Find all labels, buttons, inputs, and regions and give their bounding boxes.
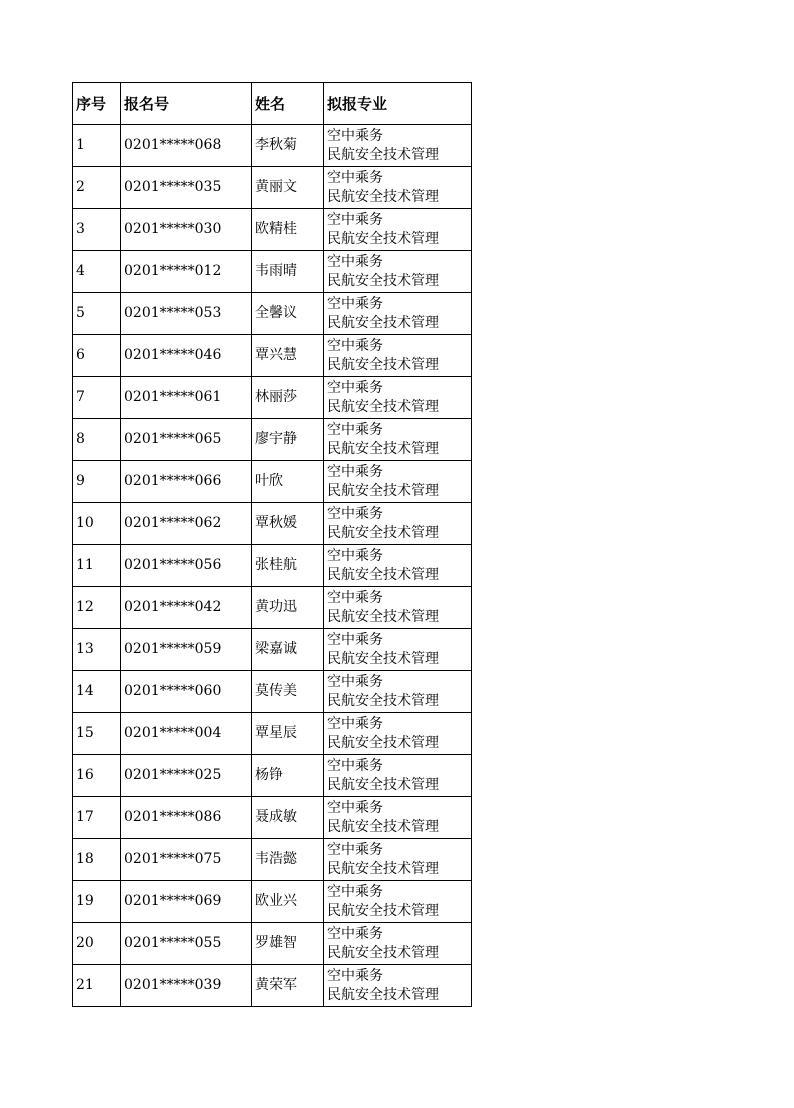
table-row [73, 629, 472, 671]
row-no: 12 [73, 587, 121, 629]
row-name: 黄丽文 [252, 167, 324, 209]
row-major1: 空中乘务 [327, 547, 383, 564]
row-id: 0201*****075 [121, 839, 252, 881]
row-major1: 空中乘务 [327, 757, 383, 774]
row-name: 韦浩懿 [252, 839, 324, 881]
table-row [73, 251, 472, 293]
row-major2: 民航安全技术管理 [327, 902, 439, 919]
row-major [324, 587, 472, 629]
row-major1: 空中乘务 [327, 379, 383, 396]
row-name: 欧业兴 [252, 881, 324, 923]
row-no: 8 [73, 419, 121, 461]
table-row [73, 671, 472, 713]
row-id: 0201*****053 [121, 293, 252, 335]
header-row [73, 83, 472, 125]
row-no: 21 [73, 965, 121, 1007]
row-major [324, 797, 472, 839]
row-major [324, 881, 472, 923]
row-major2: 民航安全技术管理 [327, 398, 439, 415]
row-major2: 民航安全技术管理 [327, 482, 439, 499]
row-major [324, 503, 472, 545]
row-id: 0201*****004 [121, 713, 252, 755]
row-major [324, 545, 472, 587]
row-id: 0201*****065 [121, 419, 252, 461]
roster-table [72, 82, 472, 1007]
table-row [73, 755, 472, 797]
row-no: 16 [73, 755, 121, 797]
table-row [73, 713, 472, 755]
row-major1: 空中乘务 [327, 169, 383, 186]
row-major [324, 965, 472, 1007]
row-major [324, 293, 472, 335]
row-no: 10 [73, 503, 121, 545]
row-name: 莫传美 [252, 671, 324, 713]
row-name: 聂成敏 [252, 797, 324, 839]
row-major1: 空中乘务 [327, 925, 383, 942]
row-major2: 民航安全技术管理 [327, 692, 439, 709]
row-major [324, 209, 472, 251]
row-major2: 民航安全技术管理 [327, 818, 439, 835]
row-name: 黄荣军 [252, 965, 324, 1007]
row-no: 17 [73, 797, 121, 839]
row-no: 18 [73, 839, 121, 881]
header-id: 报名号 [121, 83, 252, 125]
row-major [324, 125, 472, 167]
row-major2: 民航安全技术管理 [327, 608, 439, 625]
table-body [73, 125, 472, 1007]
row-name: 罗雄智 [252, 923, 324, 965]
row-major2: 民航安全技术管理 [327, 188, 439, 205]
table-row [73, 587, 472, 629]
table-row [73, 335, 472, 377]
row-major1: 空中乘务 [327, 631, 383, 648]
row-no: 9 [73, 461, 121, 503]
row-id: 0201*****056 [121, 545, 252, 587]
row-major2: 民航安全技术管理 [327, 524, 439, 541]
row-major2: 民航安全技术管理 [327, 230, 439, 247]
row-id: 0201*****066 [121, 461, 252, 503]
row-no: 13 [73, 629, 121, 671]
row-id: 0201*****061 [121, 377, 252, 419]
row-major1: 空中乘务 [327, 211, 383, 228]
row-major2: 民航安全技术管理 [327, 314, 439, 331]
row-major2: 民航安全技术管理 [327, 734, 439, 751]
row-id: 0201*****059 [121, 629, 252, 671]
table-row [73, 797, 472, 839]
table-row [73, 461, 472, 503]
table-row [73, 293, 472, 335]
row-major1: 空中乘务 [327, 883, 383, 900]
row-id: 0201*****068 [121, 125, 252, 167]
row-no: 3 [73, 209, 121, 251]
row-major [324, 251, 472, 293]
header-major: 拟报专业 [324, 83, 472, 125]
row-name: 覃兴慧 [252, 335, 324, 377]
row-name: 叶欣 [252, 461, 324, 503]
row-name: 廖宇静 [252, 419, 324, 461]
row-no: 1 [73, 125, 121, 167]
row-major1: 空中乘务 [327, 127, 383, 144]
row-major [324, 629, 472, 671]
row-major2: 民航安全技术管理 [327, 566, 439, 583]
row-major2: 民航安全技术管理 [327, 986, 439, 1003]
row-id: 0201*****060 [121, 671, 252, 713]
row-major [324, 923, 472, 965]
table-row [73, 881, 472, 923]
row-id: 0201*****086 [121, 797, 252, 839]
row-major [324, 167, 472, 209]
row-major1: 空中乘务 [327, 799, 383, 816]
row-major1: 空中乘务 [327, 253, 383, 270]
row-no: 4 [73, 251, 121, 293]
row-major1: 空中乘务 [327, 505, 383, 522]
row-major1: 空中乘务 [327, 715, 383, 732]
row-id: 0201*****039 [121, 965, 252, 1007]
row-name: 杨铮 [252, 755, 324, 797]
row-name: 林丽莎 [252, 377, 324, 419]
row-id: 0201*****069 [121, 881, 252, 923]
row-major1: 空中乘务 [327, 421, 383, 438]
row-no: 7 [73, 377, 121, 419]
row-name: 覃秋媛 [252, 503, 324, 545]
row-id: 0201*****025 [121, 755, 252, 797]
row-name: 黄功迅 [252, 587, 324, 629]
row-major [324, 713, 472, 755]
header-name: 姓名 [252, 83, 324, 125]
row-major1: 空中乘务 [327, 295, 383, 312]
row-id: 0201*****046 [121, 335, 252, 377]
row-major1: 空中乘务 [327, 589, 383, 606]
row-major2: 民航安全技术管理 [327, 944, 439, 961]
row-name: 韦雨晴 [252, 251, 324, 293]
row-major2: 民航安全技术管理 [327, 650, 439, 667]
table-row [73, 377, 472, 419]
header-no: 序号 [73, 83, 121, 125]
row-no: 6 [73, 335, 121, 377]
table-row [73, 419, 472, 461]
row-major [324, 377, 472, 419]
row-no: 20 [73, 923, 121, 965]
row-major2: 民航安全技术管理 [327, 440, 439, 457]
row-major [324, 419, 472, 461]
row-major2: 民航安全技术管理 [327, 146, 439, 163]
row-name: 欧精桂 [252, 209, 324, 251]
row-major1: 空中乘务 [327, 967, 383, 984]
row-no: 11 [73, 545, 121, 587]
row-major [324, 335, 472, 377]
row-major2: 民航安全技术管理 [327, 272, 439, 289]
row-name: 全馨议 [252, 293, 324, 335]
row-major [324, 839, 472, 881]
row-name: 覃星辰 [252, 713, 324, 755]
row-name: 张桂航 [252, 545, 324, 587]
row-major2: 民航安全技术管理 [327, 776, 439, 793]
table-row [73, 839, 472, 881]
row-major [324, 461, 472, 503]
row-major1: 空中乘务 [327, 463, 383, 480]
row-no: 2 [73, 167, 121, 209]
row-major1: 空中乘务 [327, 841, 383, 858]
row-major2: 民航安全技术管理 [327, 356, 439, 373]
row-no: 14 [73, 671, 121, 713]
row-major1: 空中乘务 [327, 337, 383, 354]
row-no: 5 [73, 293, 121, 335]
row-major [324, 755, 472, 797]
table-row [73, 965, 472, 1007]
row-id: 0201*****035 [121, 167, 252, 209]
table-row [73, 923, 472, 965]
row-name: 梁嘉诚 [252, 629, 324, 671]
row-major1: 空中乘务 [327, 673, 383, 690]
table-row [73, 545, 472, 587]
row-major2: 民航安全技术管理 [327, 860, 439, 877]
row-id: 0201*****055 [121, 923, 252, 965]
table-row [73, 209, 472, 251]
table-row [73, 503, 472, 545]
row-name: 李秋菊 [252, 125, 324, 167]
table-row [73, 167, 472, 209]
row-major [324, 671, 472, 713]
row-id: 0201*****012 [121, 251, 252, 293]
table-row [73, 125, 472, 167]
row-no: 19 [73, 881, 121, 923]
row-id: 0201*****062 [121, 503, 252, 545]
row-no: 15 [73, 713, 121, 755]
row-id: 0201*****042 [121, 587, 252, 629]
row-id: 0201*****030 [121, 209, 252, 251]
